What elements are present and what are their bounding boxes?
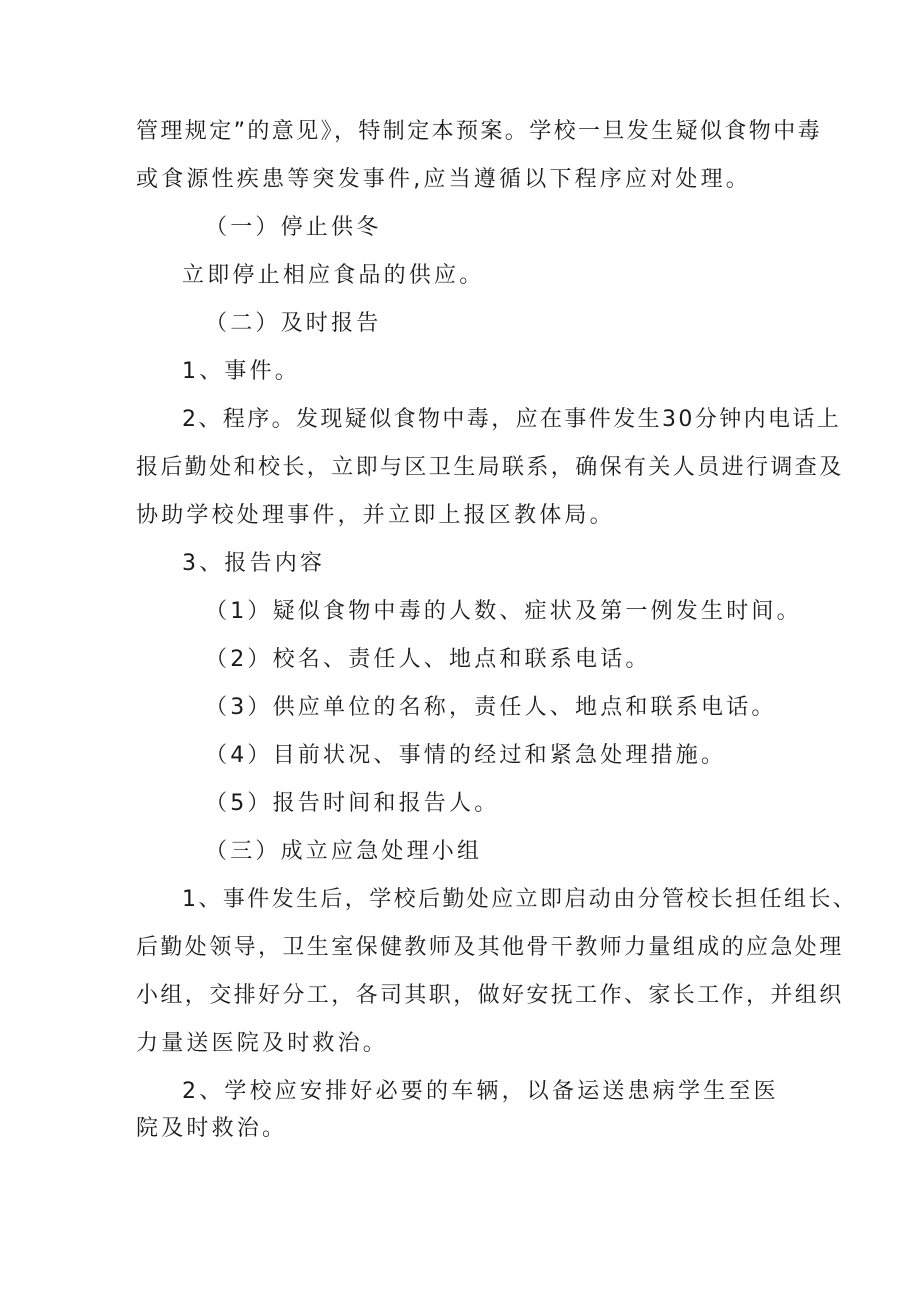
text-line: 院及时救治。 xyxy=(136,1116,288,1141)
list-item: （4）目前状况、事情的经过和紧急处理措施。 xyxy=(205,743,727,768)
text-line: 2、程序。发现疑似食物中毒，应在事件发生30分钟内电话上 xyxy=(182,407,842,432)
text-line: 报后勤处和校长，立即与区卫生局联系，确保有关人员进行调查及 xyxy=(136,455,844,480)
section-heading-3: （三）成立应急处理小组 xyxy=(205,839,483,864)
text-line: 3、报告内容 xyxy=(182,551,326,576)
section-heading-2: （二）及时报告 xyxy=(205,311,382,336)
list-item: （5）报告时间和报告人。 xyxy=(205,791,500,816)
text-line: 后勤处领导，卫生室保健教师及其他骨干教师力量组成的应急处理 xyxy=(136,935,844,960)
text-line: 1、事件发生后，学校后勤处应立即启动由分管校长担任组长、 xyxy=(182,887,858,912)
text-line: 或食源性疾患等突发事件,应当遵循以下程序应对处理。 xyxy=(136,167,751,192)
list-item: （3）供应单位的名称，责任人、地点和联系电话。 xyxy=(205,695,777,720)
text-line: 1、事件。 xyxy=(182,359,300,384)
list-item: （1）疑似食物中毒的人数、症状及第一例发生时间。 xyxy=(205,599,802,624)
text-line: 小组，交排好分工，各司其职，做好安抚工作、家长工作，并组织 xyxy=(136,983,844,1008)
text-line: 立即停止相应食品的供应。 xyxy=(182,263,485,288)
list-item: （2）校名、责任人、地点和联系电话。 xyxy=(205,647,651,672)
text-line: 管理规定”的意见》，特制定本预案。学校一旦发生疑似食物中毒 xyxy=(136,119,822,144)
text-line: 协助学校处理事件，并立即上报区教体局。 xyxy=(136,503,615,528)
section-heading-1: （一）停止供冬 xyxy=(205,215,382,240)
text-line: 力量送医院及时救治。 xyxy=(136,1031,389,1056)
text-line: 2、学校应安排好必要的车辆，以备运送患病学生至医 xyxy=(182,1079,779,1104)
